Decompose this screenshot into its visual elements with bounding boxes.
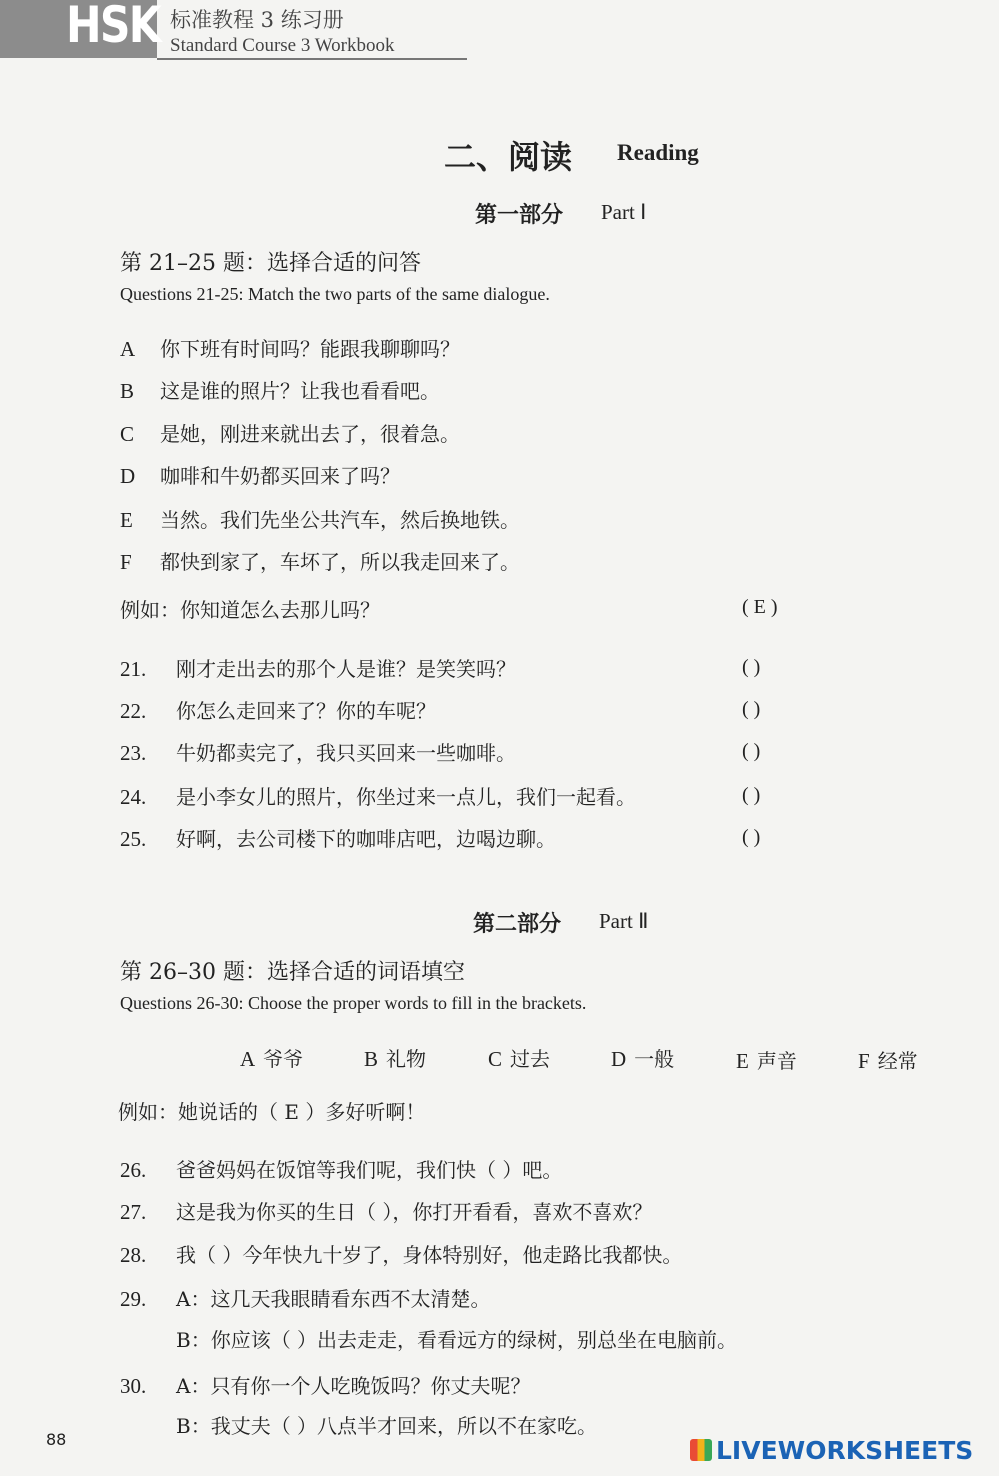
question-29-b: B：你应该（ ）出去走走，看看远方的绿树，别总坐在电脑前。: [176, 1328, 738, 1352]
option-c: C 是她，刚进来就出去了，很着急。: [120, 422, 460, 446]
part2-heading-cn: 第二部分: [473, 911, 562, 937]
liveworksheets-logo-icon: [690, 1439, 712, 1461]
part2-instruction-cn: 第 26–30 题：选择合适的词语填空: [120, 960, 465, 985]
section-title-en: Reading: [617, 140, 699, 165]
option-b: B 这是谁的照片？让我也看看吧。: [120, 379, 440, 403]
question-23: 23. 牛奶都卖完了，我只买回来一些咖啡。: [120, 741, 516, 765]
answer-blank-21[interactable]: ( ): [742, 656, 761, 678]
part1-example: 例如：你知道怎么去那儿吗？: [120, 598, 380, 622]
question-24: 24. 是小李女儿的照片，你坐过来一点儿，我们一起看。: [120, 785, 636, 809]
section-title-cn: 二、阅读: [444, 138, 573, 176]
part2-heading-en: Part Ⅱ: [599, 909, 649, 933]
question-29-a: 29. A：这几天我眼睛看东西不太清楚。: [120, 1287, 491, 1311]
part1-example-answer: ( E ): [742, 596, 778, 618]
question-27: 27. 这是我为你买的生日（ ），你打开看看，喜欢不喜欢？: [120, 1200, 653, 1224]
question-25: 25. 好啊，去公司楼下的咖啡店吧，边喝边聊。: [120, 827, 556, 851]
part1-heading-en: Part Ⅰ: [601, 200, 647, 224]
question-26: 26. 爸爸妈妈在饭馆等我们呢，我们快（ ）吧。: [120, 1158, 563, 1182]
answer-blank-24[interactable]: ( ): [742, 784, 761, 806]
part1-instruction-cn: 第 21–25 题：选择合适的问答: [120, 251, 421, 276]
part1-instruction-en: Questions 21-25: Match the two parts of the same dialogue.: [120, 284, 550, 304]
answer-blank-23[interactable]: ( ): [742, 740, 761, 762]
option-a: A 你下班有时间吗？能跟我聊聊吗？: [120, 337, 460, 361]
option-d: D 咖啡和牛奶都买回来了吗？: [120, 464, 400, 488]
word-option-b: B 礼物: [364, 1047, 427, 1071]
page-number: 88: [46, 1430, 67, 1449]
hsk-logo: HSK: [66, 0, 161, 54]
word-option-a: A 爷爷: [240, 1047, 304, 1071]
question-30-a: 30. A：只有你一个人吃晚饭吗？你丈夫呢？: [120, 1374, 531, 1398]
part2-instruction-en: Questions 26-30: Choose the proper words to fill in the brackets.: [120, 993, 587, 1013]
header-title-en: Standard Course 3 Workbook: [170, 35, 395, 56]
part1-heading-cn: 第一部分: [475, 202, 564, 228]
part2-example: 例如：她说话的（ E ）多好听啊！: [118, 1100, 426, 1124]
question-28: 28. 我（ ）今年快九十岁了，身体特别好，他走路比我都快。: [120, 1243, 683, 1267]
header-title-cn: 标准教程 3 练习册: [170, 8, 344, 32]
question-21: 21. 刚才走出去的那个人是谁？是笑笑吗？: [120, 657, 516, 681]
header-divider: [157, 58, 467, 60]
word-option-f: F 经常: [858, 1049, 918, 1073]
word-option-e: E 声音: [736, 1049, 797, 1073]
question-30-b: B：我丈夫（ ）八点半才回来，所以不在家吃。: [176, 1414, 598, 1438]
option-e: E 当然。我们先坐公共汽车，然后换地铁。: [120, 508, 520, 532]
answer-blank-22[interactable]: ( ): [742, 698, 761, 720]
word-option-c: C 过去: [488, 1047, 551, 1071]
word-option-d: D 一般: [611, 1047, 675, 1071]
liveworksheets-watermark: LIVEWORKSHEETS: [690, 1436, 973, 1465]
option-f: F 都快到家了，车坏了，所以我走回来了。: [120, 550, 520, 574]
answer-blank-25[interactable]: ( ): [742, 826, 761, 848]
question-22: 22. 你怎么走回来了？你的车呢？: [120, 699, 436, 723]
